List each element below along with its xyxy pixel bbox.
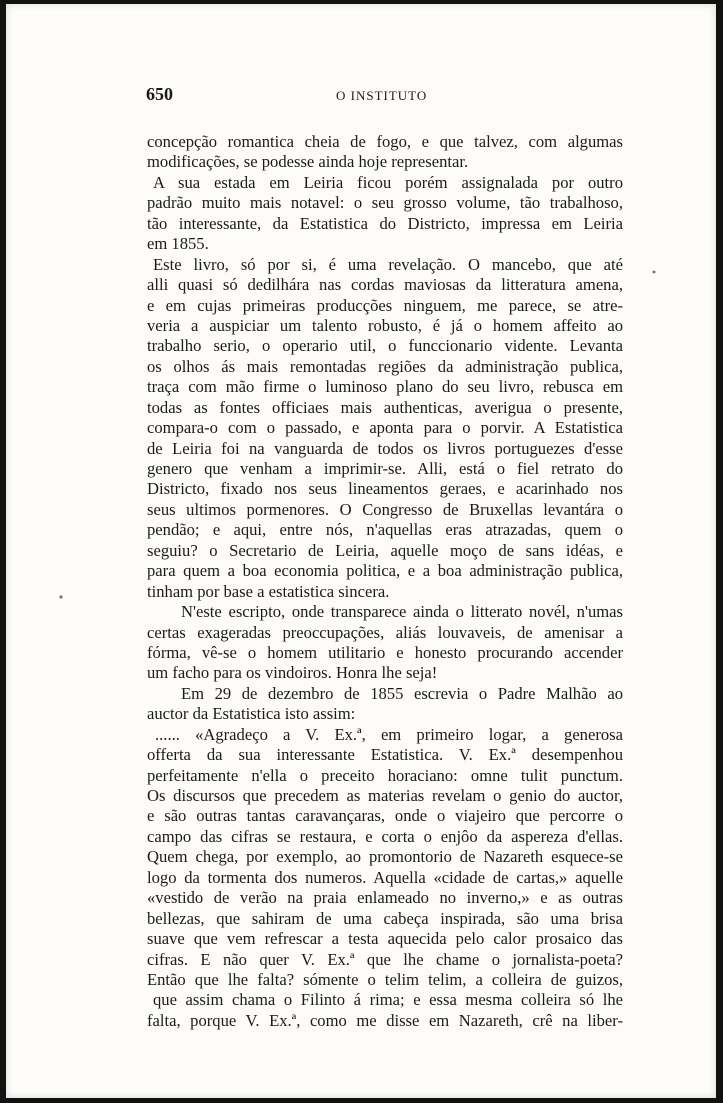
paper-speck [59, 595, 62, 598]
text-line: genero que venham a imprimir-se. Alli, está o fiel retrato do [147, 459, 623, 478]
paper-speck [653, 271, 656, 274]
text-line: modificações, se podesse ainda hoje representar. [147, 152, 469, 172]
text-line: «vestido de verão na praia enlameado no inverno,» e as outras [147, 888, 623, 908]
text-line: Districto, fixado nos seus lineamentos geraes, e acarinhado nos [147, 479, 623, 499]
text-line: de Leiria foi na vanguarda de todos os livros portuguezes d'esse [147, 438, 623, 458]
text-line: tão interessante, da Estatistica do Districto, impressa em Leiria [147, 213, 623, 233]
text-line: um facho para os vindoiros. Honra lhe seja! [147, 663, 438, 683]
text-line: seus ultimos pormenores. O Congresso de Bruxellas levantára o [147, 499, 623, 519]
text-line: e são outras tantas caravançaras, onde o viajeiro que percorre o [147, 806, 623, 826]
text-line: offerta da sua interessante Estatistica. V. Ex.ª desempenhou [147, 745, 623, 765]
text-line: Quem chega, por exemplo, ao promontorio de Nazareth esquece-se [147, 847, 623, 867]
body-text [147, 132, 623, 1031]
text-line: cifras. E não quer V. Ex.ª que lhe chame o jornalista-poeta? [147, 949, 623, 969]
text-line: fórma, vê-se o homem utilitario e honesto procurando accender [147, 642, 623, 662]
text-line: compara-o com o passado, e aponta para o porvir. A Estatistica [147, 418, 623, 438]
text-line: para quem a boa economia politica, e a boa administração publica, [147, 561, 623, 581]
text-line: certas exageradas preoccupações, aliás louvaveis, de amenisar a [147, 622, 623, 642]
text-line: pendão; e aqui, entre nós, n'aquellas eras atrazadas, quem o [147, 520, 623, 540]
text-line: veria a auspiciar um talento robusto, é já o homem affeito ao [147, 315, 623, 335]
text-line: A sua estada em Leiria ficou porém assignalada por outro [153, 172, 623, 192]
text-line: tinham por base a estatistica sincera. [147, 581, 390, 601]
text-line: padrão muito mais notavel: o seu grosso volume, tão trabalhoso, [147, 193, 623, 213]
text-line: em 1855. [147, 234, 209, 254]
page-header [146, 84, 626, 108]
text-line: perfeitamente n'ella o preceito horaciano: omne tulit punctum. [147, 765, 623, 785]
text-line: logo da tormenta dos numeros. Aquella «cidade de cartas,» aquelle [147, 867, 623, 887]
text-line: trabalho serio, o operario util, o funccionario vidente. Levanta [147, 336, 623, 356]
text-line: falta, porque V. Ex.ª, como me disse em Nazareth, crê na liber- [147, 1010, 623, 1030]
text-line: auctor da Estatistica isto assim: [147, 704, 356, 724]
text-line: Então que lhe falta? sómente o telim telim, a colleira de guizos, [147, 969, 623, 989]
running-head: O INSTITUTO [336, 88, 428, 103]
text-line: traça com mão firme o luminoso plano do seu livro, rebusca em [147, 377, 623, 397]
text-line: campo das cifras se restaura, e corta o enjôo da aspereza d'ellas. [147, 826, 623, 846]
text-line: que assim chama o Filinto á rima; e essa mesma colleira só lhe [153, 990, 623, 1010]
text-line: Os discursos que precedem as materias revelam o genio do auctor, [147, 786, 623, 805]
text-line: Em 29 de dezembro de 1855 escrevia o Padre Malhão ao [181, 683, 623, 703]
text-line: alli quasi só dedilhára nas cordas maviosas da litteratura amena, [147, 275, 623, 295]
text-line: e em cujas primeiras producções ninguem, me parece, se atre- [147, 295, 623, 315]
text-line: bellezas, que sahiram de uma cabeça inspirada, são uma brisa [147, 908, 623, 928]
text-line: N'este escripto, onde transparece ainda o litterato novél, n'umas [181, 602, 623, 622]
text-line: todas as fontes officiaes mais authenticas, averigua o presente, [147, 397, 623, 417]
text-line: Este livro, só por si, é uma revelação. O mancebo, que até [153, 254, 623, 274]
text-line: concepção romantica cheia de fogo, e que talvez, com algumas [147, 132, 623, 151]
text-line: seguiu? o Secretario de Leiria, aquelle moço de sans idéas, e [147, 540, 623, 560]
text-line: suave que vem refrescar a testa aquecida pelo calor prosaico das [147, 929, 623, 949]
page-number: 650 [146, 84, 173, 104]
text-line: ...... «Agradeço a V. Ex.ª, em primeiro logar, a generosa [155, 724, 623, 744]
book-page [6, 4, 716, 1098]
text-line: os olhos ás mais remontadas regiões da administração publica, [147, 356, 623, 376]
